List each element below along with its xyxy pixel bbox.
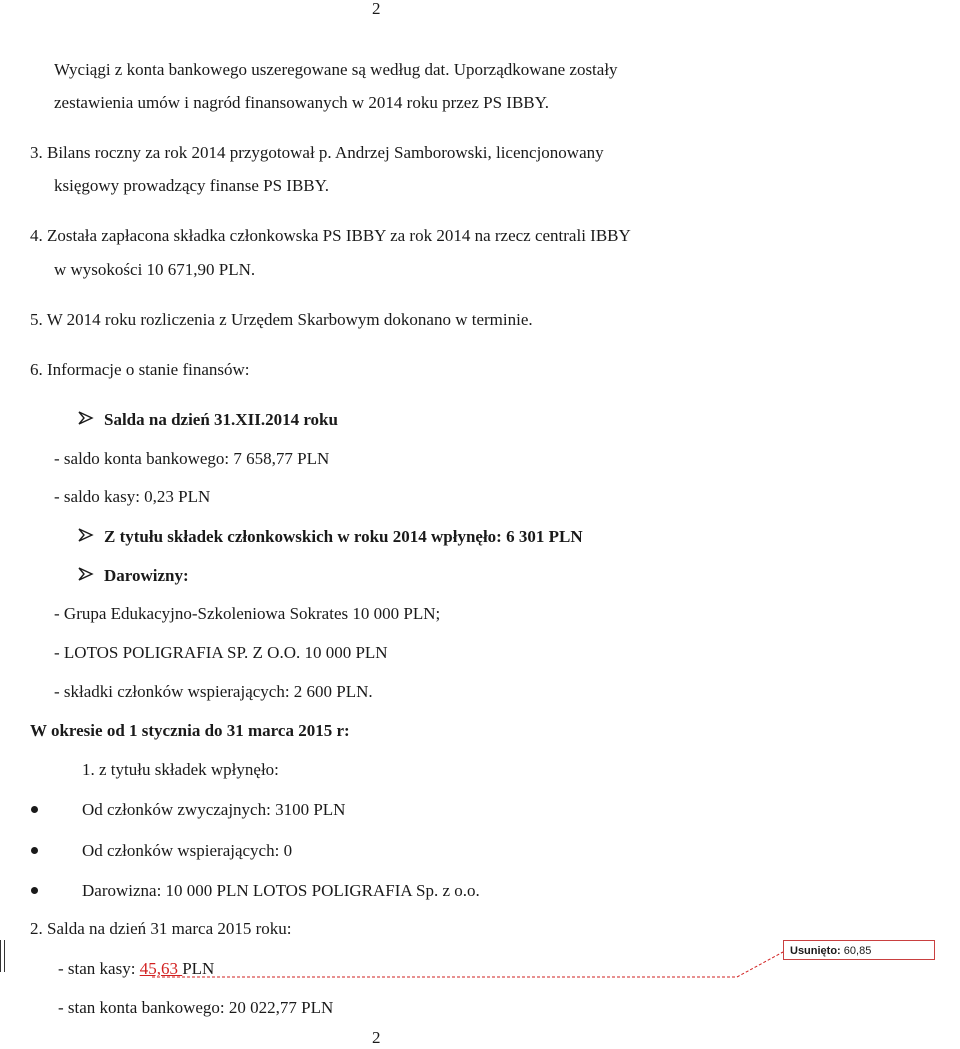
- page-number-top: 2: [372, 0, 381, 18]
- item-6: 6. Informacje o stanie finansów:: [30, 360, 250, 379]
- stan-kasy-suffix: PLN: [182, 959, 215, 978]
- bullet-item-1: Od członków zwyczajnych: 3100 PLN: [82, 800, 346, 819]
- darowizna-3: - składki członków wspierających: 2 600 PLN.: [54, 682, 373, 701]
- stan-kasy-value: 45,63: [139, 959, 183, 978]
- arrow-bullet-icon: [78, 567, 94, 581]
- arrow-bullet-icon: [78, 528, 94, 542]
- item-5: 5. W 2014 roku rozliczenia z Urzędem Skarbowym dokonano w terminie.: [30, 310, 533, 329]
- stan-konta-bankowego: - stan konta bankowego: 20 022,77 PLN: [58, 998, 334, 1017]
- bullet-dot-icon: [31, 887, 38, 894]
- page-number-bottom: 2: [372, 1028, 381, 1047]
- bullet-item-2: Od członków wspierających: 0: [82, 841, 293, 860]
- bullet-dot-icon: [31, 806, 38, 813]
- darowizna-2: - LOTOS POLIGRAFIA SP. Z O.O. 10 000 PLN: [54, 643, 388, 662]
- q1-sub-2: 2. Salda na dzień 31 marca 2015 roku:: [30, 919, 292, 938]
- stan-kasy-prefix: - stan kasy:: [58, 959, 140, 978]
- paragraph-1-line-1: Wyciągi z konta bankowego uszeregowane są według dat. Uporządkowane zostały: [54, 60, 618, 79]
- saldo-kasy: - saldo kasy: 0,23 PLN: [54, 487, 211, 506]
- saldo-konta: - saldo konta bankowego: 7 658,77 PLN: [54, 449, 330, 468]
- change-bar: [0, 940, 1, 972]
- stan-kasy-line: [58, 958, 214, 980]
- revision-label: Usunięto:: [790, 945, 841, 957]
- darowizna-1: - Grupa Edukacyjno-Szkoleniowa Sokrates 10 000 PLN;: [54, 604, 441, 623]
- item-3-line-1: 3. Bilans roczny za rok 2014 przygotował p. Andrzej Samborowski, licencjonowany: [30, 143, 604, 162]
- item-3-line-2: księgowy prowadzący finanse PS IBBY.: [54, 176, 329, 195]
- paragraph-1-line-2: zestawienia umów i nagród finansowanych w 2014 roku przez PS IBBY.: [54, 93, 549, 112]
- bullet-dot-icon: [31, 847, 38, 854]
- item-4-line-1: 4. Została zapłacona składka członkowska PS IBBY za rok 2014 na rzecz centrali IBBY: [30, 226, 631, 245]
- arrow-bullet-icon: [78, 411, 94, 425]
- salda-heading: Salda na dzień 31.XII.2014 roku: [104, 410, 338, 429]
- item-4-line-2: w wysokości 10 671,90 PLN.: [54, 260, 256, 279]
- bullet-item-3: Darowizna: 10 000 PLN LOTOS POLIGRAFIA Sp. z o.o.: [82, 881, 480, 900]
- revision-balloon[interactable]: [783, 940, 935, 960]
- change-bar: [4, 940, 5, 972]
- darowizny-heading: Darowizny:: [104, 566, 189, 585]
- skladki-heading: Z tytułu składek członkowskich w roku 2014 wpłynęło: 6 301 PLN: [104, 527, 583, 546]
- revision-value: 60,85: [843, 945, 872, 957]
- q1-sub-1: 1. z tytułu składek wpłynęło:: [82, 760, 279, 779]
- q1-2015-heading: W okresie od 1 stycznia do 31 marca 2015 r:: [30, 721, 350, 740]
